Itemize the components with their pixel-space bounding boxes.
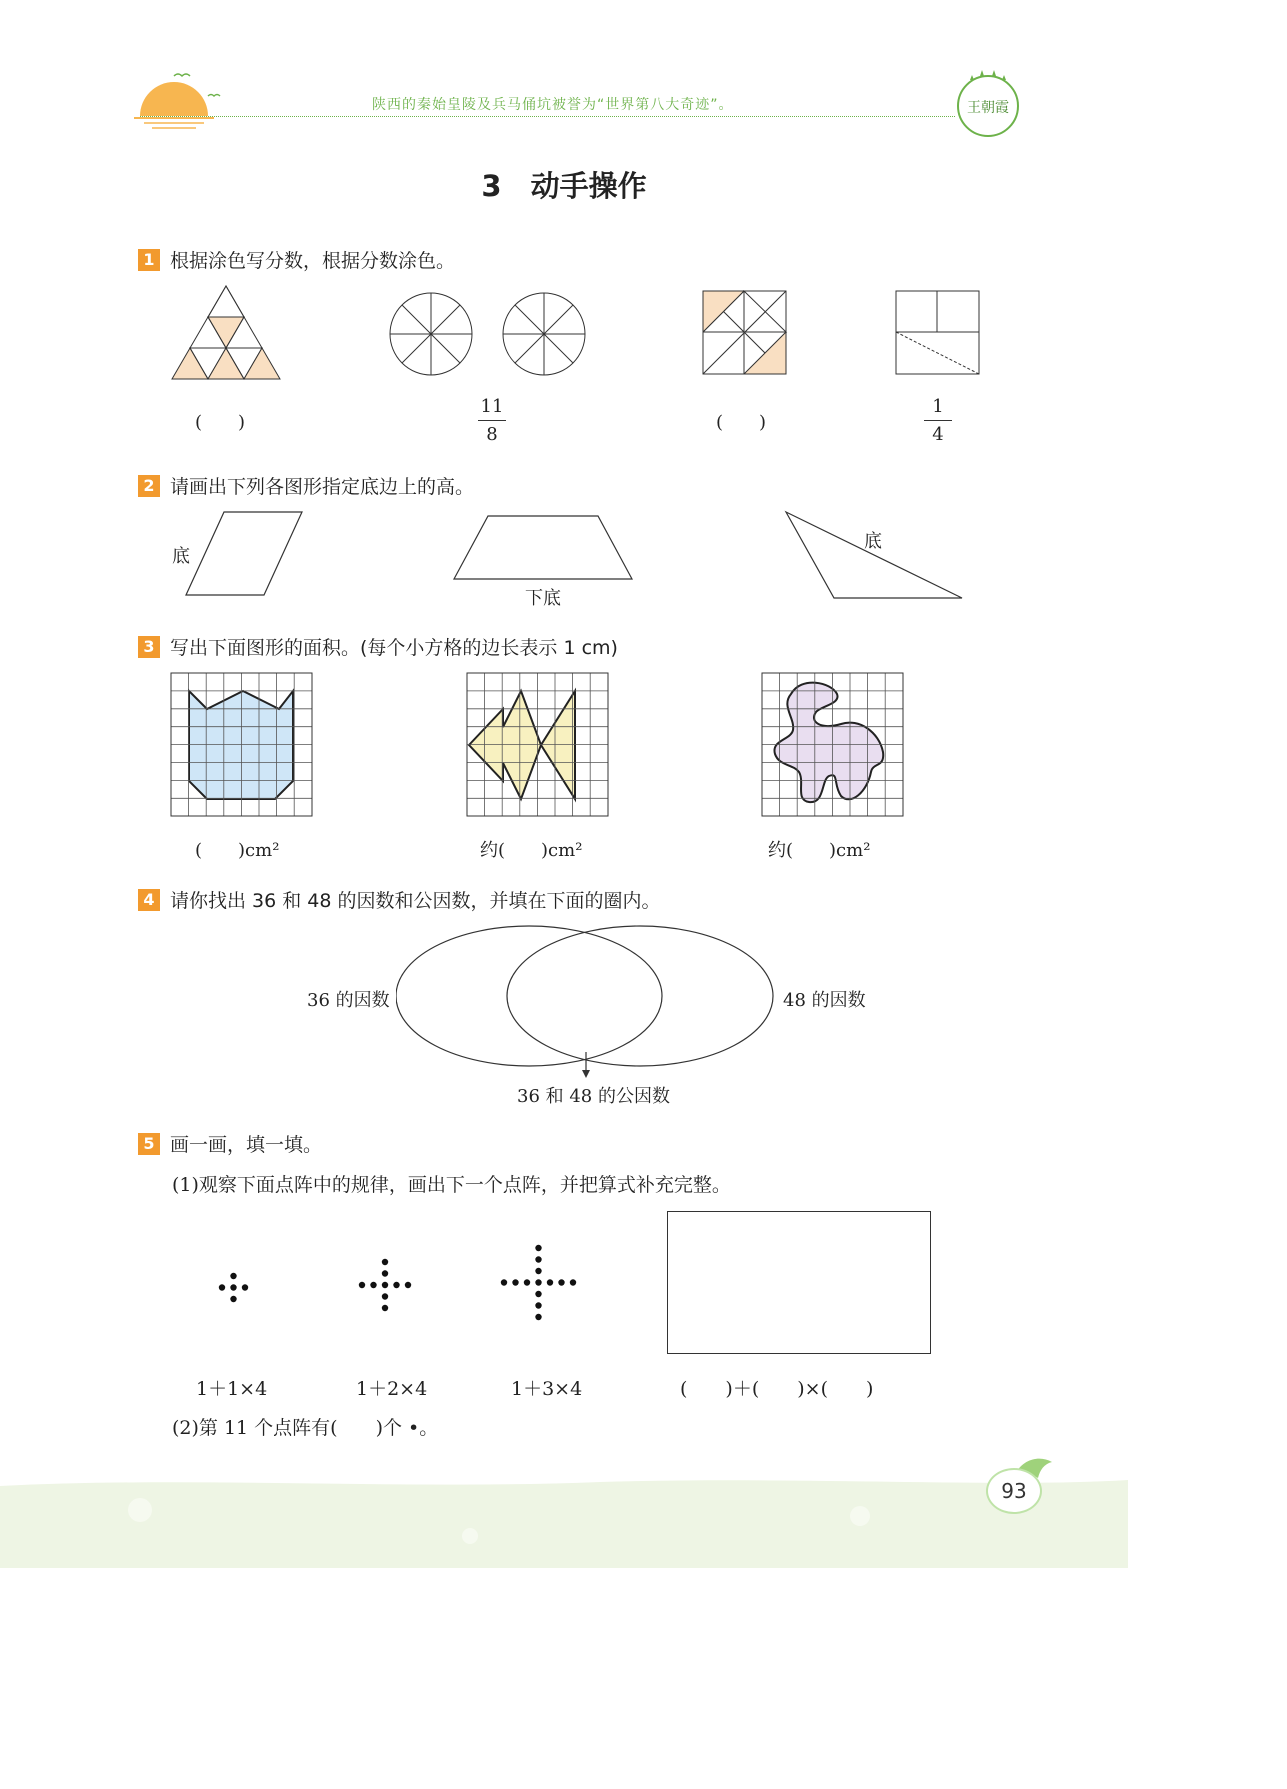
question-3 — [138, 633, 618, 660]
fraction-denominator: 8 — [486, 424, 498, 445]
grid-shape-fish — [466, 672, 610, 818]
base-label: 底 — [172, 546, 190, 567]
formula-1: 1＋1×4 — [196, 1378, 268, 1400]
dot — [382, 1270, 388, 1276]
question-number: 2 — [138, 475, 160, 497]
venn-right-label: 48 的因数 — [783, 990, 866, 1011]
answer-blank[interactable]: ( ) — [195, 412, 246, 433]
subquestion-1: (1)观察下面点阵中的规律，画出下一个点阵，并把算式补充完整。 — [172, 1174, 731, 1196]
square-diagonal-figure — [702, 290, 788, 376]
question-number: 4 — [138, 889, 160, 911]
dot — [512, 1279, 518, 1285]
dot — [359, 1282, 365, 1288]
dot-pattern-1 — [218, 1272, 262, 1316]
grid-shape-cup — [170, 672, 314, 818]
dot — [501, 1279, 507, 1285]
parallelogram-figure — [184, 510, 304, 598]
question-4 — [138, 886, 661, 913]
fraction-denominator: 4 — [932, 424, 944, 445]
dot-pattern-3 — [500, 1244, 602, 1344]
dot — [382, 1282, 388, 1288]
dot — [558, 1279, 564, 1285]
question-number: 3 — [138, 636, 160, 658]
trapezoid-figure — [452, 514, 634, 582]
circles-eighths-figure — [388, 292, 590, 378]
dot — [535, 1302, 541, 1308]
subquestion-2[interactable]: (2)第 11 个点阵有( )个 •。 — [172, 1417, 439, 1439]
question-text: 请画出下列各图形指定底边上的高。 — [170, 476, 475, 498]
answer-blank[interactable]: ( ) — [716, 412, 767, 433]
question-2 — [138, 472, 474, 499]
dot — [535, 1291, 541, 1297]
triangle-grid-figure — [170, 284, 284, 382]
venn-left-label: 36 的因数 — [307, 990, 390, 1011]
page-title: 3 动手操作 — [481, 169, 647, 203]
grid-shape-blob — [761, 672, 905, 818]
dot — [370, 1282, 376, 1288]
dot — [230, 1273, 236, 1279]
dot — [405, 1282, 411, 1288]
area-answer-blank[interactable]: ( )cm² — [195, 840, 280, 861]
dot — [547, 1279, 553, 1285]
venn-diagram — [396, 924, 776, 1084]
question-text: 画一画，填一填。 — [170, 1134, 323, 1156]
fraction-numerator: 1 — [932, 396, 944, 417]
formula-3: 1＋3×4 — [511, 1378, 583, 1400]
header-caption: 陕西的秦始皇陵及兵马俑坑被誉为“世界第八大奇迹”。 — [372, 97, 734, 113]
question-number: 1 — [138, 249, 160, 271]
triangle-figure — [784, 510, 966, 602]
dot — [219, 1284, 225, 1290]
question-text: 写出下面图形的面积。(每个小方格的边长表示 1 cm) — [170, 637, 618, 659]
area-answer-blank[interactable]: 约( )cm² — [480, 840, 583, 861]
brand-logo — [950, 66, 1026, 146]
venn-intersection-label: 36 和 48 的公因数 — [517, 1086, 670, 1107]
dot-pattern-2 — [358, 1258, 432, 1330]
dot — [393, 1282, 399, 1288]
dot — [242, 1284, 248, 1290]
area-answer-blank[interactable]: 约( )cm² — [768, 840, 871, 861]
dot — [535, 1256, 541, 1262]
dot — [535, 1314, 541, 1320]
footer-background — [0, 1476, 1128, 1568]
fraction-one-quarter — [918, 396, 958, 445]
page-number: 93 — [986, 1468, 1042, 1514]
base-label: 底 — [864, 531, 882, 552]
formula-2: 1＋2×4 — [356, 1378, 428, 1400]
dot — [382, 1305, 388, 1311]
dot — [382, 1293, 388, 1299]
dot — [535, 1268, 541, 1274]
dot — [230, 1296, 236, 1302]
lower-base-label: 下底 — [525, 588, 561, 609]
dot — [382, 1259, 388, 1265]
header-dotted-rule — [140, 116, 955, 117]
formula-answer-blank[interactable]: ( )＋( )×( ) — [680, 1378, 874, 1400]
drawing-answer-box[interactable] — [667, 1211, 931, 1354]
logo-text: 王朝霞 — [967, 100, 1009, 116]
dot — [570, 1279, 576, 1285]
question-text: 根据涂色写分数，根据分数涂色。 — [170, 250, 456, 272]
dot — [535, 1279, 541, 1285]
sunset-decoration — [130, 68, 230, 130]
dot — [230, 1284, 236, 1290]
question-1 — [138, 246, 455, 273]
question-5 — [138, 1130, 322, 1157]
square-divided-figure — [895, 290, 981, 376]
question-text: 请你找出 36 和 48 的因数和公因数，并填在下面的圈内。 — [170, 890, 661, 912]
dot — [535, 1245, 541, 1251]
dot — [524, 1279, 530, 1285]
fraction-eleven-eighths — [472, 396, 512, 445]
fraction-numerator: 11 — [480, 396, 504, 417]
question-number: 5 — [138, 1133, 160, 1155]
